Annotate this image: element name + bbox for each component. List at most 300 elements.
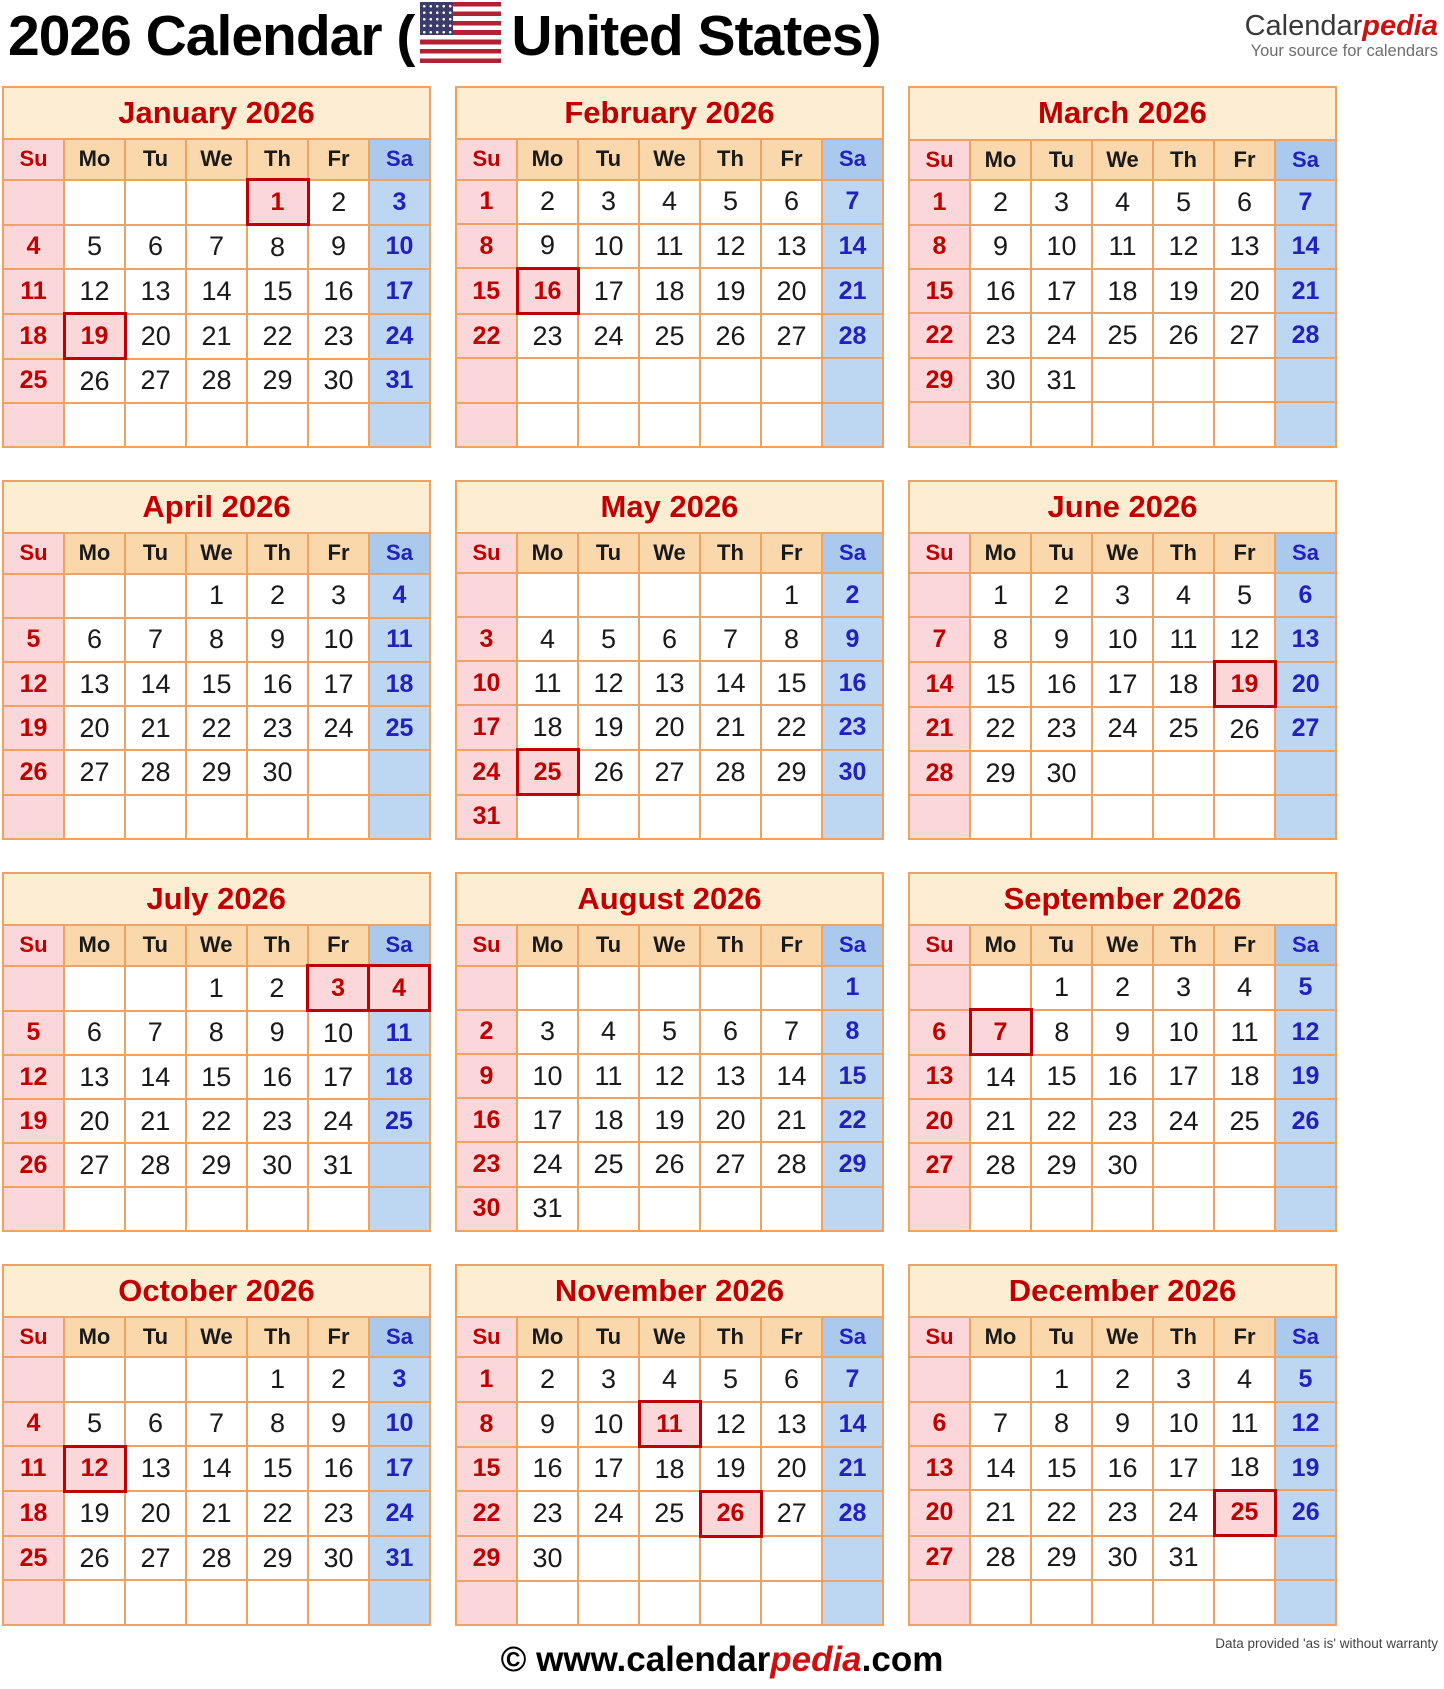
empty-cell [1153, 358, 1214, 402]
empty-cell [308, 1187, 369, 1231]
day-cell: 27 [761, 1491, 822, 1536]
empty-cell [517, 1581, 578, 1625]
day-cell: 24 [578, 1491, 639, 1536]
day-header-we: We [1092, 1317, 1153, 1357]
day-cell: 21 [125, 706, 186, 750]
day-cell: 28 [761, 1142, 822, 1186]
day-header-mo: Mo [517, 533, 578, 573]
empty-cell [64, 403, 125, 447]
day-cell: 11 [578, 1054, 639, 1098]
day-cell: 4 [1214, 965, 1275, 1010]
day-cell: 4 [517, 617, 578, 661]
day-header-sa: Sa [1275, 1317, 1336, 1357]
day-cell: 21 [761, 1098, 822, 1142]
empty-cell [369, 750, 430, 794]
month-april [2, 480, 431, 840]
day-cell: 3 [517, 1010, 578, 1054]
day-cell: 19 [3, 1099, 64, 1143]
day-cell: 19 [578, 705, 639, 750]
day-cell: 15 [761, 661, 822, 705]
day-cell: 20 [125, 1491, 186, 1536]
page-header [0, 0, 1444, 84]
day-cell: 11 [639, 224, 700, 269]
empty-cell [639, 1187, 700, 1231]
day-cell: 9 [517, 1402, 578, 1447]
day-cell: 18 [1214, 1055, 1275, 1100]
empty-cell [1214, 1187, 1275, 1231]
empty-cell [308, 750, 369, 794]
day-cell: 31 [456, 795, 517, 840]
day-cell: 14 [761, 1054, 822, 1098]
empty-cell [1214, 1580, 1275, 1624]
day-cell: 12 [700, 1402, 761, 1447]
empty-cell [639, 1581, 700, 1625]
empty-cell [125, 180, 186, 225]
day-cell: 2 [1031, 573, 1092, 617]
empty-cell [700, 1581, 761, 1625]
day-cell: 6 [761, 1357, 822, 1402]
empty-cell [578, 403, 639, 447]
day-header-tu: Tu [578, 533, 639, 573]
month-title: August 2026 [456, 873, 883, 925]
day-header-mo: Mo [64, 1317, 125, 1357]
day-cell: 22 [822, 1098, 883, 1142]
day-cell: 3 [1153, 965, 1214, 1010]
day-cell: 21 [970, 1490, 1031, 1535]
day-cell: 29 [247, 1536, 308, 1580]
empty-cell [578, 1187, 639, 1231]
day-cell: 30 [822, 750, 883, 795]
month-october [2, 1264, 431, 1626]
day-cell: 16 [1092, 1055, 1153, 1100]
day-cell: 8 [456, 1402, 517, 1447]
day-cell: 10 [369, 225, 430, 270]
day-cell: 11 [1153, 617, 1214, 662]
day-cell: 10 [369, 1402, 430, 1447]
day-cell: 24 [1153, 1099, 1214, 1143]
day-cell: 19 [1275, 1446, 1336, 1491]
month-title: March 2026 [909, 87, 1336, 140]
day-cell: 30 [308, 359, 369, 404]
day-cell: 3 [578, 1357, 639, 1402]
day-cell: 10 [1031, 225, 1092, 269]
day-cell: 28 [909, 751, 970, 795]
day-cell: 14 [700, 661, 761, 705]
day-cell: 5 [1153, 180, 1214, 224]
day-cell: 2 [517, 1357, 578, 1402]
empty-cell [1214, 402, 1275, 447]
holiday-cell: 11 [639, 1402, 700, 1447]
empty-cell [3, 795, 64, 839]
day-cell: 8 [1031, 1010, 1092, 1055]
empty-cell [1153, 402, 1214, 447]
day-cell: 11 [369, 1011, 430, 1056]
day-cell: 9 [1092, 1402, 1153, 1446]
day-cell: 14 [822, 1402, 883, 1447]
empty-cell [64, 1187, 125, 1231]
day-cell: 14 [186, 269, 247, 314]
day-cell: 14 [909, 662, 970, 707]
day-cell: 13 [761, 224, 822, 269]
day-cell: 16 [970, 269, 1031, 313]
day-header-su: Su [456, 925, 517, 965]
day-cell: 23 [1031, 707, 1092, 752]
day-cell: 27 [639, 750, 700, 795]
day-cell: 26 [3, 750, 64, 794]
day-cell: 11 [1092, 225, 1153, 269]
day-header-su: Su [456, 1317, 517, 1357]
empty-cell [517, 403, 578, 447]
empty-cell [761, 1187, 822, 1231]
day-cell: 2 [1092, 1357, 1153, 1401]
empty-cell [125, 1187, 186, 1231]
empty-cell [1031, 795, 1092, 839]
day-cell: 18 [639, 1447, 700, 1492]
empty-cell [1031, 1187, 1092, 1231]
day-cell: 23 [1092, 1099, 1153, 1143]
day-cell: 13 [64, 1055, 125, 1099]
day-header-fr: Fr [761, 925, 822, 965]
day-cell: 25 [369, 1099, 430, 1143]
day-cell: 17 [1153, 1055, 1214, 1100]
day-cell: 16 [1031, 662, 1092, 707]
empty-cell [700, 573, 761, 617]
empty-cell [578, 1581, 639, 1625]
empty-cell [578, 966, 639, 1010]
day-cell: 21 [125, 1099, 186, 1143]
day-cell: 13 [1214, 225, 1275, 269]
month-march [908, 86, 1337, 448]
empty-cell [308, 795, 369, 839]
empty-cell [1153, 751, 1214, 795]
empty-cell [64, 574, 125, 618]
day-header-su: Su [909, 1317, 970, 1357]
empty-cell [1092, 795, 1153, 839]
empty-cell [64, 966, 125, 1011]
day-header-th: Th [1153, 140, 1214, 180]
empty-cell [3, 1357, 64, 1401]
empty-cell [1275, 795, 1336, 839]
day-cell: 26 [3, 1143, 64, 1187]
day-cell: 22 [247, 314, 308, 359]
day-cell: 22 [909, 313, 970, 357]
day-header-fr: Fr [308, 139, 369, 180]
day-cell: 13 [700, 1054, 761, 1098]
day-cell: 9 [247, 618, 308, 662]
empty-cell [1153, 1187, 1214, 1231]
day-cell: 4 [1092, 180, 1153, 224]
day-cell: 13 [1275, 617, 1336, 662]
day-cell: 17 [308, 1055, 369, 1099]
day-header-th: Th [700, 139, 761, 179]
day-cell: 20 [761, 268, 822, 313]
holiday-cell: 3 [308, 966, 369, 1011]
day-header-th: Th [247, 139, 308, 180]
empty-cell [247, 403, 308, 447]
day-cell: 5 [700, 1357, 761, 1402]
us-flag-icon [420, 2, 501, 63]
day-cell: 17 [578, 1447, 639, 1492]
day-cell: 29 [1031, 1143, 1092, 1187]
empty-cell [1214, 1536, 1275, 1581]
day-cell: 29 [247, 359, 308, 404]
day-header-sa: Sa [369, 1317, 430, 1357]
day-cell: 24 [369, 1491, 430, 1536]
day-header-fr: Fr [308, 533, 369, 573]
day-header-mo: Mo [64, 139, 125, 180]
day-cell: 26 [700, 314, 761, 359]
day-cell: 31 [308, 1143, 369, 1187]
holiday-cell: 25 [1214, 1490, 1275, 1535]
day-cell: 21 [186, 314, 247, 359]
empty-cell [247, 1580, 308, 1624]
empty-cell [308, 1580, 369, 1624]
day-cell: 28 [186, 1536, 247, 1580]
day-cell: 16 [517, 1447, 578, 1492]
empty-cell [909, 1357, 970, 1401]
day-cell: 29 [186, 750, 247, 794]
day-cell: 17 [1031, 269, 1092, 313]
day-cell: 15 [456, 1447, 517, 1492]
empty-cell [761, 966, 822, 1010]
day-header-mo: Mo [970, 1317, 1031, 1357]
day-cell: 31 [1153, 1536, 1214, 1581]
day-cell: 21 [970, 1099, 1031, 1143]
day-cell: 17 [308, 662, 369, 706]
day-cell: 30 [247, 750, 308, 794]
day-header-we: We [186, 533, 247, 573]
logo-tagline: Your source for calendars [1250, 42, 1438, 61]
day-cell: 15 [1031, 1446, 1092, 1491]
day-cell: 16 [456, 1098, 517, 1142]
day-cell: 10 [578, 1402, 639, 1447]
empty-cell [64, 1357, 125, 1401]
day-header-we: We [186, 139, 247, 180]
day-cell: 14 [186, 1446, 247, 1491]
empty-cell [700, 403, 761, 447]
holiday-cell: 26 [700, 1491, 761, 1536]
empty-cell [761, 795, 822, 840]
month-july [2, 872, 431, 1232]
day-cell: 15 [822, 1054, 883, 1098]
day-cell: 22 [247, 1491, 308, 1536]
day-cell: 13 [909, 1446, 970, 1491]
empty-cell [970, 1580, 1031, 1624]
month-title: April 2026 [3, 481, 430, 533]
empty-cell [822, 1187, 883, 1231]
logo-text-main: Calendar [1244, 10, 1363, 42]
day-cell: 30 [1031, 751, 1092, 795]
empty-cell [700, 795, 761, 840]
day-cell: 30 [1092, 1143, 1153, 1187]
empty-cell [369, 403, 430, 447]
logo-wordmark [1245, 10, 1438, 42]
day-header-fr: Fr [1214, 1317, 1275, 1357]
day-header-th: Th [700, 1317, 761, 1357]
day-cell: 1 [247, 1357, 308, 1401]
empty-cell [64, 1580, 125, 1624]
day-cell: 20 [700, 1098, 761, 1142]
day-header-fr: Fr [1214, 533, 1275, 573]
month-title: February 2026 [456, 87, 883, 139]
day-header-tu: Tu [1031, 533, 1092, 573]
day-cell: 23 [247, 706, 308, 750]
day-cell: 7 [700, 617, 761, 661]
month-title: January 2026 [3, 87, 430, 139]
empty-cell [186, 795, 247, 839]
empty-cell [909, 1580, 970, 1624]
day-cell: 28 [125, 1143, 186, 1187]
day-header-su: Su [456, 139, 517, 179]
day-cell: 10 [1153, 1402, 1214, 1446]
day-cell: 2 [247, 574, 308, 618]
day-cell: 26 [64, 1536, 125, 1580]
day-cell: 18 [369, 1055, 430, 1099]
day-cell: 27 [1214, 313, 1275, 357]
empty-cell [1092, 751, 1153, 795]
empty-cell [369, 795, 430, 839]
day-cell: 6 [1275, 573, 1336, 617]
day-cell: 27 [761, 314, 822, 359]
day-cell: 12 [700, 224, 761, 269]
day-cell: 9 [308, 1402, 369, 1447]
day-cell: 30 [970, 358, 1031, 402]
empty-cell [970, 965, 1031, 1010]
empty-cell [3, 1580, 64, 1624]
day-cell: 16 [308, 1446, 369, 1491]
copyright-text [0, 1640, 1444, 1680]
empty-cell [456, 966, 517, 1010]
day-header-fr: Fr [761, 533, 822, 573]
day-cell: 1 [456, 1357, 517, 1402]
empty-cell [761, 403, 822, 447]
day-cell: 27 [125, 359, 186, 404]
day-header-su: Su [909, 140, 970, 180]
day-cell: 7 [822, 180, 883, 224]
day-cell: 22 [1031, 1490, 1092, 1535]
day-cell: 5 [3, 618, 64, 662]
day-cell: 6 [125, 1402, 186, 1447]
empty-cell [1214, 795, 1275, 839]
empty-cell [578, 1536, 639, 1581]
day-cell: 8 [822, 1010, 883, 1054]
day-cell: 22 [1031, 1099, 1092, 1143]
day-header-fr: Fr [1214, 140, 1275, 180]
day-header-tu: Tu [578, 139, 639, 179]
day-cell: 6 [64, 618, 125, 662]
empty-cell [1275, 751, 1336, 795]
day-cell: 18 [517, 705, 578, 750]
day-header-sa: Sa [369, 925, 430, 966]
day-cell: 6 [700, 1010, 761, 1054]
day-cell: 13 [639, 661, 700, 705]
empty-cell [1092, 358, 1153, 402]
day-header-sa: Sa [1275, 925, 1336, 965]
empty-cell [308, 403, 369, 447]
empty-cell [909, 795, 970, 839]
day-cell: 4 [1153, 573, 1214, 617]
month-title: September 2026 [909, 873, 1336, 925]
day-header-th: Th [1153, 1317, 1214, 1357]
holiday-cell: 4 [369, 966, 430, 1011]
empty-cell [822, 795, 883, 840]
day-cell: 6 [64, 1011, 125, 1056]
empty-cell [639, 795, 700, 840]
day-cell: 25 [639, 1491, 700, 1536]
day-cell: 17 [1092, 662, 1153, 707]
day-header-we: We [639, 1317, 700, 1357]
day-cell: 31 [369, 359, 430, 404]
day-cell: 15 [456, 268, 517, 313]
disclaimer-text: Data provided 'as is' without warranty [1215, 1635, 1438, 1651]
day-cell: 11 [1214, 1010, 1275, 1055]
logo-text-accent: pedia [1362, 10, 1438, 42]
month-may [455, 480, 884, 840]
day-cell: 7 [822, 1357, 883, 1402]
day-cell: 23 [247, 1099, 308, 1143]
empty-cell [125, 1357, 186, 1401]
day-cell: 1 [1031, 965, 1092, 1010]
empty-cell [1275, 1536, 1336, 1581]
month-june [908, 480, 1337, 840]
day-header-we: We [186, 1317, 247, 1357]
empty-cell [3, 180, 64, 225]
day-cell: 1 [822, 966, 883, 1010]
day-cell: 20 [909, 1490, 970, 1535]
day-cell: 5 [64, 1402, 125, 1447]
day-cell: 1 [186, 574, 247, 618]
day-cell: 10 [308, 1011, 369, 1056]
day-cell: 8 [247, 1402, 308, 1447]
day-header-su: Su [909, 533, 970, 573]
day-cell: 22 [970, 707, 1031, 752]
day-cell: 12 [1275, 1010, 1336, 1055]
holiday-cell: 25 [517, 750, 578, 795]
day-cell: 24 [1153, 1490, 1214, 1535]
day-cell: 24 [517, 1142, 578, 1186]
day-cell: 16 [308, 269, 369, 314]
day-header-th: Th [700, 533, 761, 573]
day-cell: 8 [970, 617, 1031, 662]
day-cell: 25 [578, 1142, 639, 1186]
page-title-prefix: 2026 Calendar ( [8, 4, 415, 68]
empty-cell [125, 1580, 186, 1624]
day-cell: 7 [761, 1010, 822, 1054]
day-cell: 1 [909, 180, 970, 224]
day-header-fr: Fr [761, 1317, 822, 1357]
day-cell: 28 [186, 359, 247, 404]
empty-cell [369, 1143, 430, 1187]
day-cell: 7 [186, 1402, 247, 1447]
empty-cell [639, 573, 700, 617]
month-december [908, 1264, 1337, 1626]
day-cell: 27 [125, 1536, 186, 1580]
day-header-mo: Mo [970, 140, 1031, 180]
day-cell: 9 [1092, 1010, 1153, 1055]
day-cell: 31 [517, 1187, 578, 1231]
day-cell: 30 [517, 1536, 578, 1581]
empty-cell [3, 1187, 64, 1231]
day-cell: 2 [822, 573, 883, 617]
day-cell: 13 [125, 269, 186, 314]
day-cell: 7 [1275, 180, 1336, 224]
empty-cell [970, 795, 1031, 839]
empty-cell [64, 180, 125, 225]
day-cell: 29 [970, 751, 1031, 795]
empty-cell [517, 573, 578, 617]
day-header-th: Th [1153, 533, 1214, 573]
empty-cell [761, 1581, 822, 1625]
